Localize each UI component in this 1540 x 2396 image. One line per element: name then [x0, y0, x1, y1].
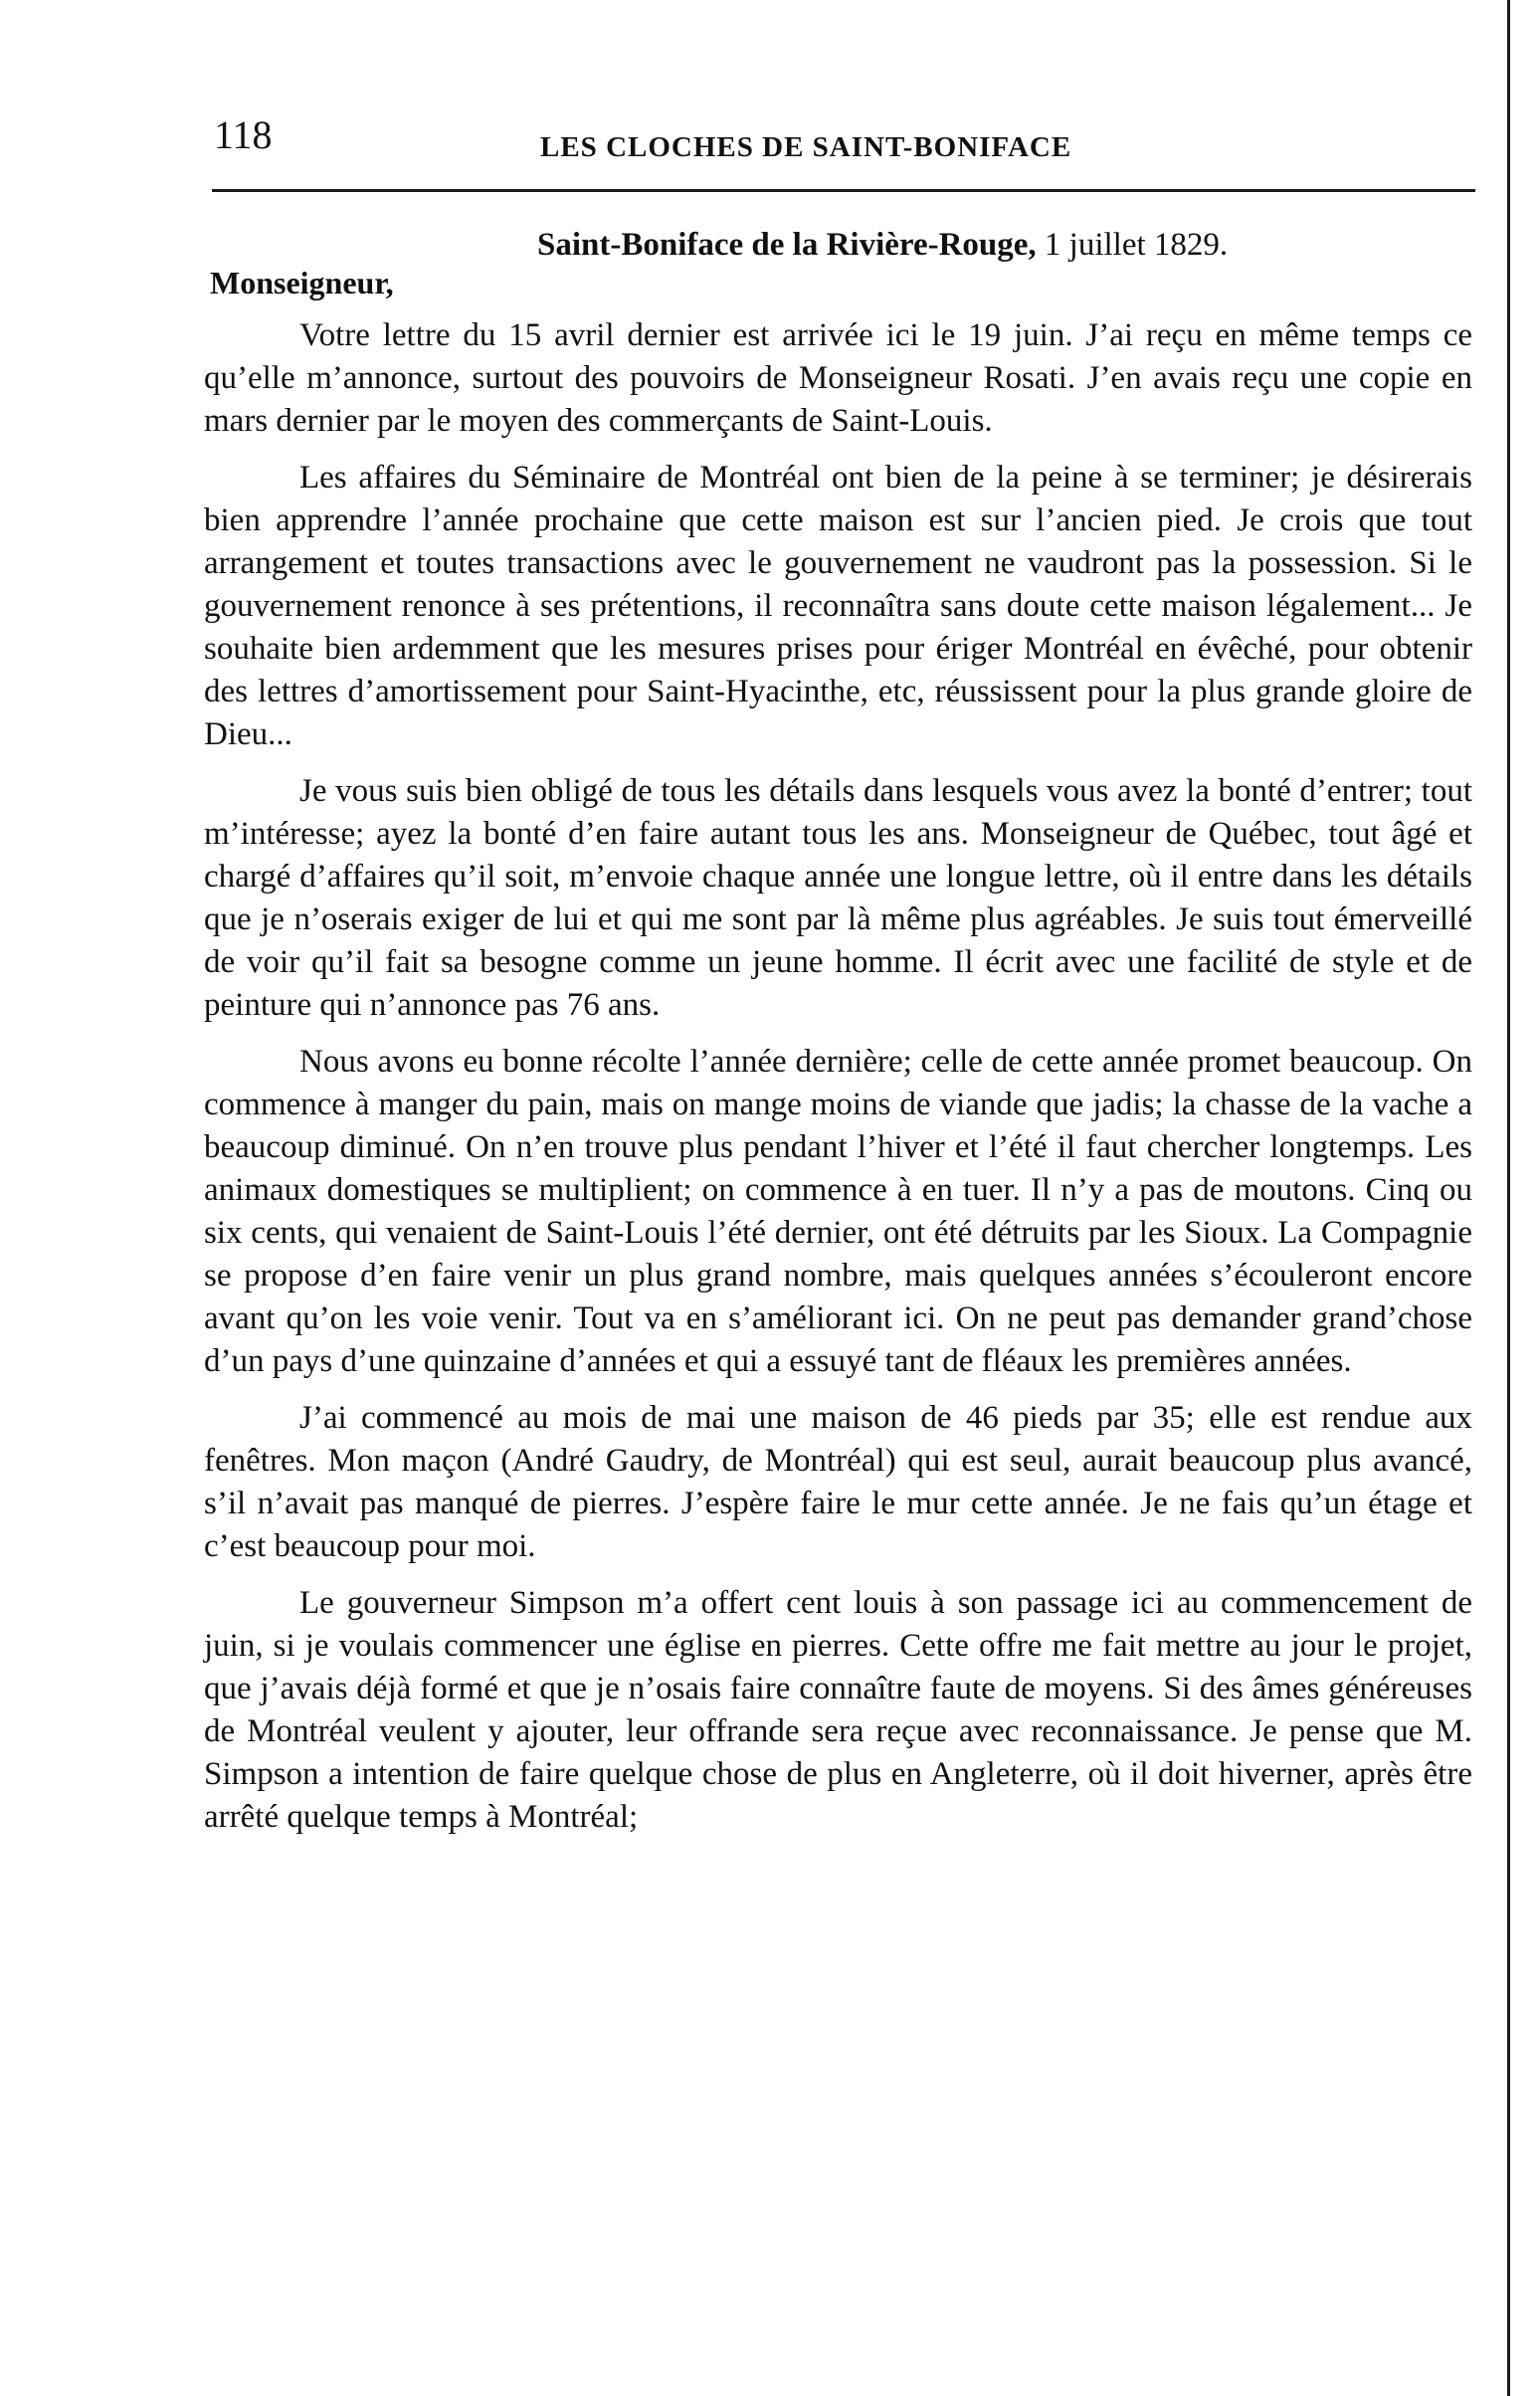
page-header	[212, 111, 1475, 171]
paragraph: Votre lettre du 15 avril dernier est arrivée ici le 19 juin. J’ai reçu en même temps ce qu’elle m’annonce, surtout des pouvoirs de Monseigneur Rosati. J’en avais reçu une copie en mars dernier par le moyen des commerçants de Saint-Louis.	[204, 317, 1472, 439]
letter-dateline	[537, 227, 1228, 264]
dateline-place: Saint-Boniface de la Rivière-Rouge,	[537, 227, 1037, 263]
header-rule	[212, 189, 1475, 192]
paragraph: J’ai commencé au mois de mai une maison de 46 pieds par 35; elle est rendue aux fenêtres. Mon maçon (André Gaudry, de Montréal) qui est seul, aurait beaucoup plus avancé, s’il n’avait pas manqué de pierres. J’espère faire le mur cette année. Je ne fais qu’un étage et c’est beaucoup pour moi.	[204, 1400, 1472, 1564]
paragraph: Le gouverneur Simpson m’a offert cent louis à son passage ici au commencement de juin, si je voulais commencer une église en pierres. Cette offre me fait mettre au jour le projet, que j’avais déjà formé et que je n’osais faire connaître faute de moyens. Si des âmes généreuses de Montréal veulent y ajouter, leur offrande sera reçue avec reconnaissance. Je pense que M. Simpson a intention de faire quelque chose de plus en Angleterre, où il doit hiverner, après être arrêté quelque temps à Montréal;	[204, 1585, 1472, 1835]
running-title: LES CLOCHES DE SAINT-BONIFACE	[540, 131, 1072, 163]
page-edge-rule	[1507, 0, 1510, 2396]
dateline-date: 1 juillet 1829.	[1044, 227, 1229, 263]
letter-salutation: Monseigneur,	[210, 265, 394, 300]
paragraph: Nous avons eu bonne récolte l’année dernière; celle de cette année promet beaucoup. On commence à manger du pain, mais on mange moins de viande que jadis; la chasse de la vache a beaucoup diminué. On n’en trouve plus pendant l’hiver et l’été il faut chercher longtemps. Les animaux domestiques se multiplient; on commence à en tuer. Il n’y a pas de moutons. Cinq ou six cents, qui venaient de Saint-Louis l’été dernier, ont été détruits par les Sioux. La Compagnie se propose d’en faire venir un plus grand nombre, mais quelques années s’écouleront encore avant qu’on les voie venir. Tout va en s’améliorant ici. On ne peut pas demander grand’chose d’un pays d’une quinzaine d’années et qui a essuyé tant de fléaux les premières années.	[204, 1044, 1472, 1379]
paragraph: Je vous suis bien obligé de tous les détails dans lesquels vous avez la bonté d’entrer; tout m’intéresse; ayez la bonté d’en faire autant tous les ans. Monseigneur de Québec, tout âgé et chargé d’affaires qu’il soit, m’envoie chaque année une longue lettre, où il entre dans les détails que je n’oserais exiger de lui et qui me sont par là même plus agréables. Je suis tout émerveillé de voir qu’il fait sa besogne comme un jeune homme. Il écrit avec une facilité de style et de peinture qui n’annonce pas 76 ans.	[204, 773, 1472, 1023]
page-number: 118	[214, 112, 273, 157]
paragraph: Les affaires du Séminaire de Montréal ont bien de la peine à se terminer; je désirerais bien apprendre l’année prochaine que cette maison est sur l’ancien pied. Je crois que tout arrangement et toutes transactions avec le gouvernement ne vaudront pas la possession. Si le gouvernement renonce à ses prétentions, il reconnaîtra sans doute cette maison légalement... Je souhaite bien ardemment que les mesures prises pour ériger Montréal en évêché, pour obtenir des lettres d’amortissement pour Saint-Hyacinthe, etc, réussissent pour la plus grande gloire de Dieu...	[204, 460, 1472, 752]
letter-body	[204, 314, 1472, 1853]
